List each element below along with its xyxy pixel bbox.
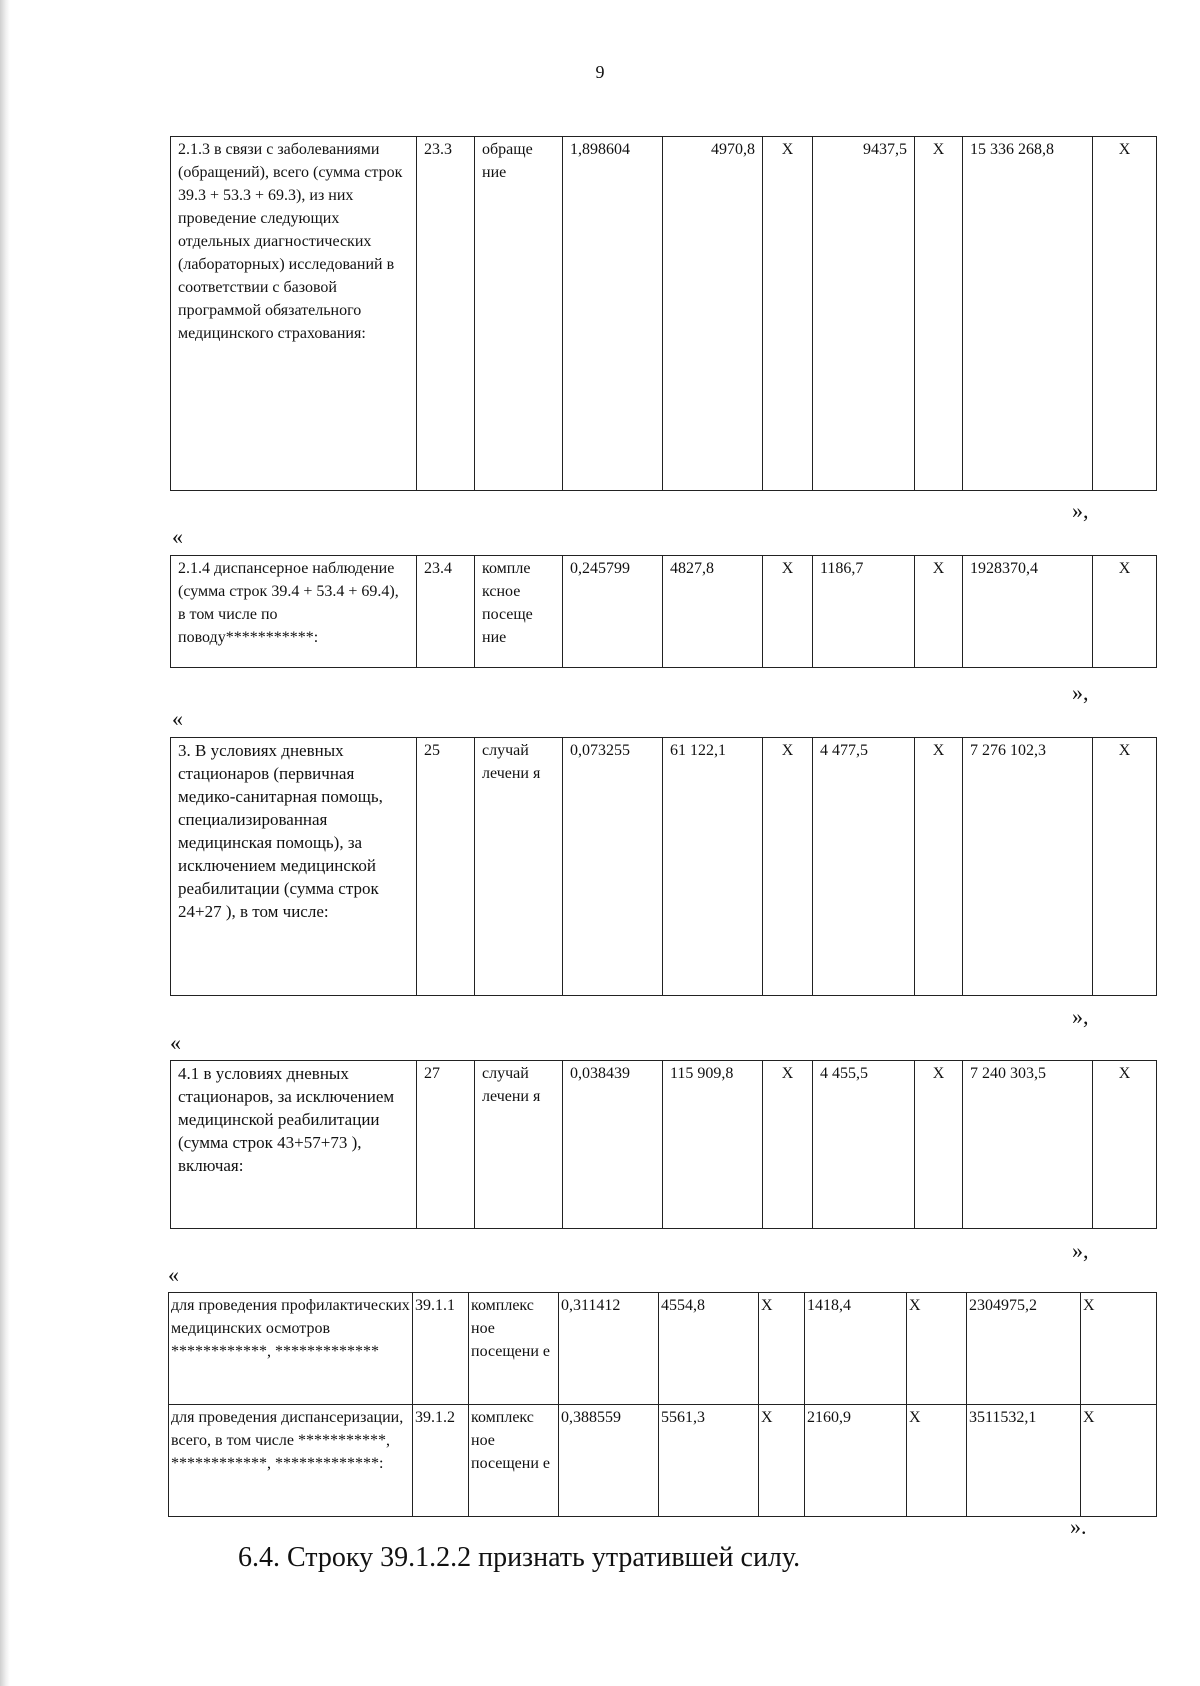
per-capita-value: 4 455,5 xyxy=(813,1061,915,1229)
open-quote: « xyxy=(168,1262,179,1287)
x-mark: X xyxy=(907,1293,967,1405)
x-mark: X xyxy=(1093,1061,1157,1229)
unit-cell: случай лечени я xyxy=(475,1061,563,1229)
row-code: 23.3 xyxy=(417,137,475,491)
x-mark: X xyxy=(759,1293,805,1405)
unit-cell: случай лечени я xyxy=(475,738,563,996)
x-mark: X xyxy=(915,738,963,996)
table-row-4-1 xyxy=(170,1060,1157,1229)
row-code: 39.1.1 xyxy=(413,1293,469,1405)
per-capita-value: 9437,5 xyxy=(813,137,915,491)
row-description: 4.1 в условиях дневных стационаров, за исключением медицинской реабилитации (сумма строк 43+57+73 ), включая: xyxy=(171,1061,417,1229)
x-mark: X xyxy=(759,1405,805,1517)
table-row-3 xyxy=(170,737,1157,996)
x-mark: X xyxy=(1093,738,1157,996)
x-mark: X xyxy=(907,1405,967,1517)
unit-cell: комплекс ное посещени е xyxy=(469,1293,559,1405)
final-close-quote: ». xyxy=(1070,1514,1087,1539)
row-description: 2.1.4 диспансерное наблюдение (сумма строк 39.4 + 53.4 + 69.4), в том числе по поводу***********: xyxy=(171,556,417,668)
total-value: 7 276 102,3 xyxy=(963,738,1093,996)
row-code: 25 xyxy=(417,738,475,996)
row-code: 27 xyxy=(417,1061,475,1229)
x-mark: X xyxy=(915,556,963,668)
close-quote: », xyxy=(1072,1004,1089,1029)
x-mark: X xyxy=(763,556,813,668)
open-quote: « xyxy=(172,524,183,549)
cost-value: 4970,8 xyxy=(663,137,763,491)
norm-value: 0,245799 xyxy=(563,556,663,668)
x-mark: X xyxy=(763,137,813,491)
total-value: 7 240 303,5 xyxy=(963,1061,1093,1229)
scan-edge-shadow xyxy=(0,0,10,1686)
total-value: 1928370,4 xyxy=(963,556,1093,668)
cost-value: 4827,8 xyxy=(663,556,763,668)
total-value: 3511532,1 xyxy=(967,1405,1081,1517)
close-quote: », xyxy=(1072,1238,1089,1263)
open-quote: « xyxy=(172,706,183,731)
table-row-2-1-4 xyxy=(170,555,1157,668)
row-description: для проведения диспансеризации, всего, в том числе ***********, ************, *************: xyxy=(169,1405,413,1517)
x-mark: X xyxy=(1093,556,1157,668)
norm-value: 0,388559 xyxy=(559,1405,659,1517)
open-quote: « xyxy=(170,1030,181,1055)
row-code: 23.4 xyxy=(417,556,475,668)
page-number: 9 xyxy=(595,62,605,82)
close-quote: », xyxy=(1072,498,1089,523)
row-description: 3. В условиях дневных стационаров (первичная медико-санитарная помощь, специализированная медицинская помощь), за исключением медицинской реабилитации (сумма строк 24+27 ), в том числе: xyxy=(171,738,417,996)
table-row-2-1-3 xyxy=(170,136,1157,491)
total-value: 15 336 268,8 xyxy=(963,137,1093,491)
close-quote: », xyxy=(1072,680,1089,705)
row-description: для проведения профилактических медицинских осмотров ************, ************* xyxy=(169,1293,413,1405)
x-mark: X xyxy=(915,137,963,491)
cost-value: 61 122,1 xyxy=(663,738,763,996)
x-mark: X xyxy=(1081,1293,1157,1405)
x-mark: X xyxy=(763,1061,813,1229)
x-mark: X xyxy=(1081,1405,1157,1517)
unit-cell: обраще ние xyxy=(475,137,563,491)
unit-cell: компле ксное посеще ние xyxy=(475,556,563,668)
x-mark: X xyxy=(915,1061,963,1229)
total-value: 2304975,2 xyxy=(967,1293,1081,1405)
unit-cell: комплекс ное посещени е xyxy=(469,1405,559,1517)
norm-value: 0,038439 xyxy=(563,1061,663,1229)
cost-value: 115 909,8 xyxy=(663,1061,763,1229)
table-rows-39-1 xyxy=(168,1292,1157,1517)
norm-value: 1,898604 xyxy=(563,137,663,491)
x-mark: X xyxy=(1093,137,1157,491)
per-capita-value: 4 477,5 xyxy=(813,738,915,996)
per-capita-value: 1418,4 xyxy=(805,1293,907,1405)
norm-value: 0,311412 xyxy=(559,1293,659,1405)
cost-value: 5561,3 xyxy=(659,1405,759,1517)
x-mark: X xyxy=(763,738,813,996)
row-description: 2.1.3 в связи с заболеваниями (обращений), всего (сумма строк 39.3 + 53.3 + 69.3), из них проведение следующих отдельных диагностических (лабораторных) исследований в соответствии с базовой программой обязательного медицинского страхования: xyxy=(171,137,417,491)
cost-value: 4554,8 xyxy=(659,1293,759,1405)
closing-statement: 6.4. Строку 39.1.2.2 признать утратившей силу. xyxy=(238,1542,801,1573)
row-code: 39.1.2 xyxy=(413,1405,469,1517)
per-capita-value: 1186,7 xyxy=(813,556,915,668)
norm-value: 0,073255 xyxy=(563,738,663,996)
per-capita-value: 2160,9 xyxy=(805,1405,907,1517)
